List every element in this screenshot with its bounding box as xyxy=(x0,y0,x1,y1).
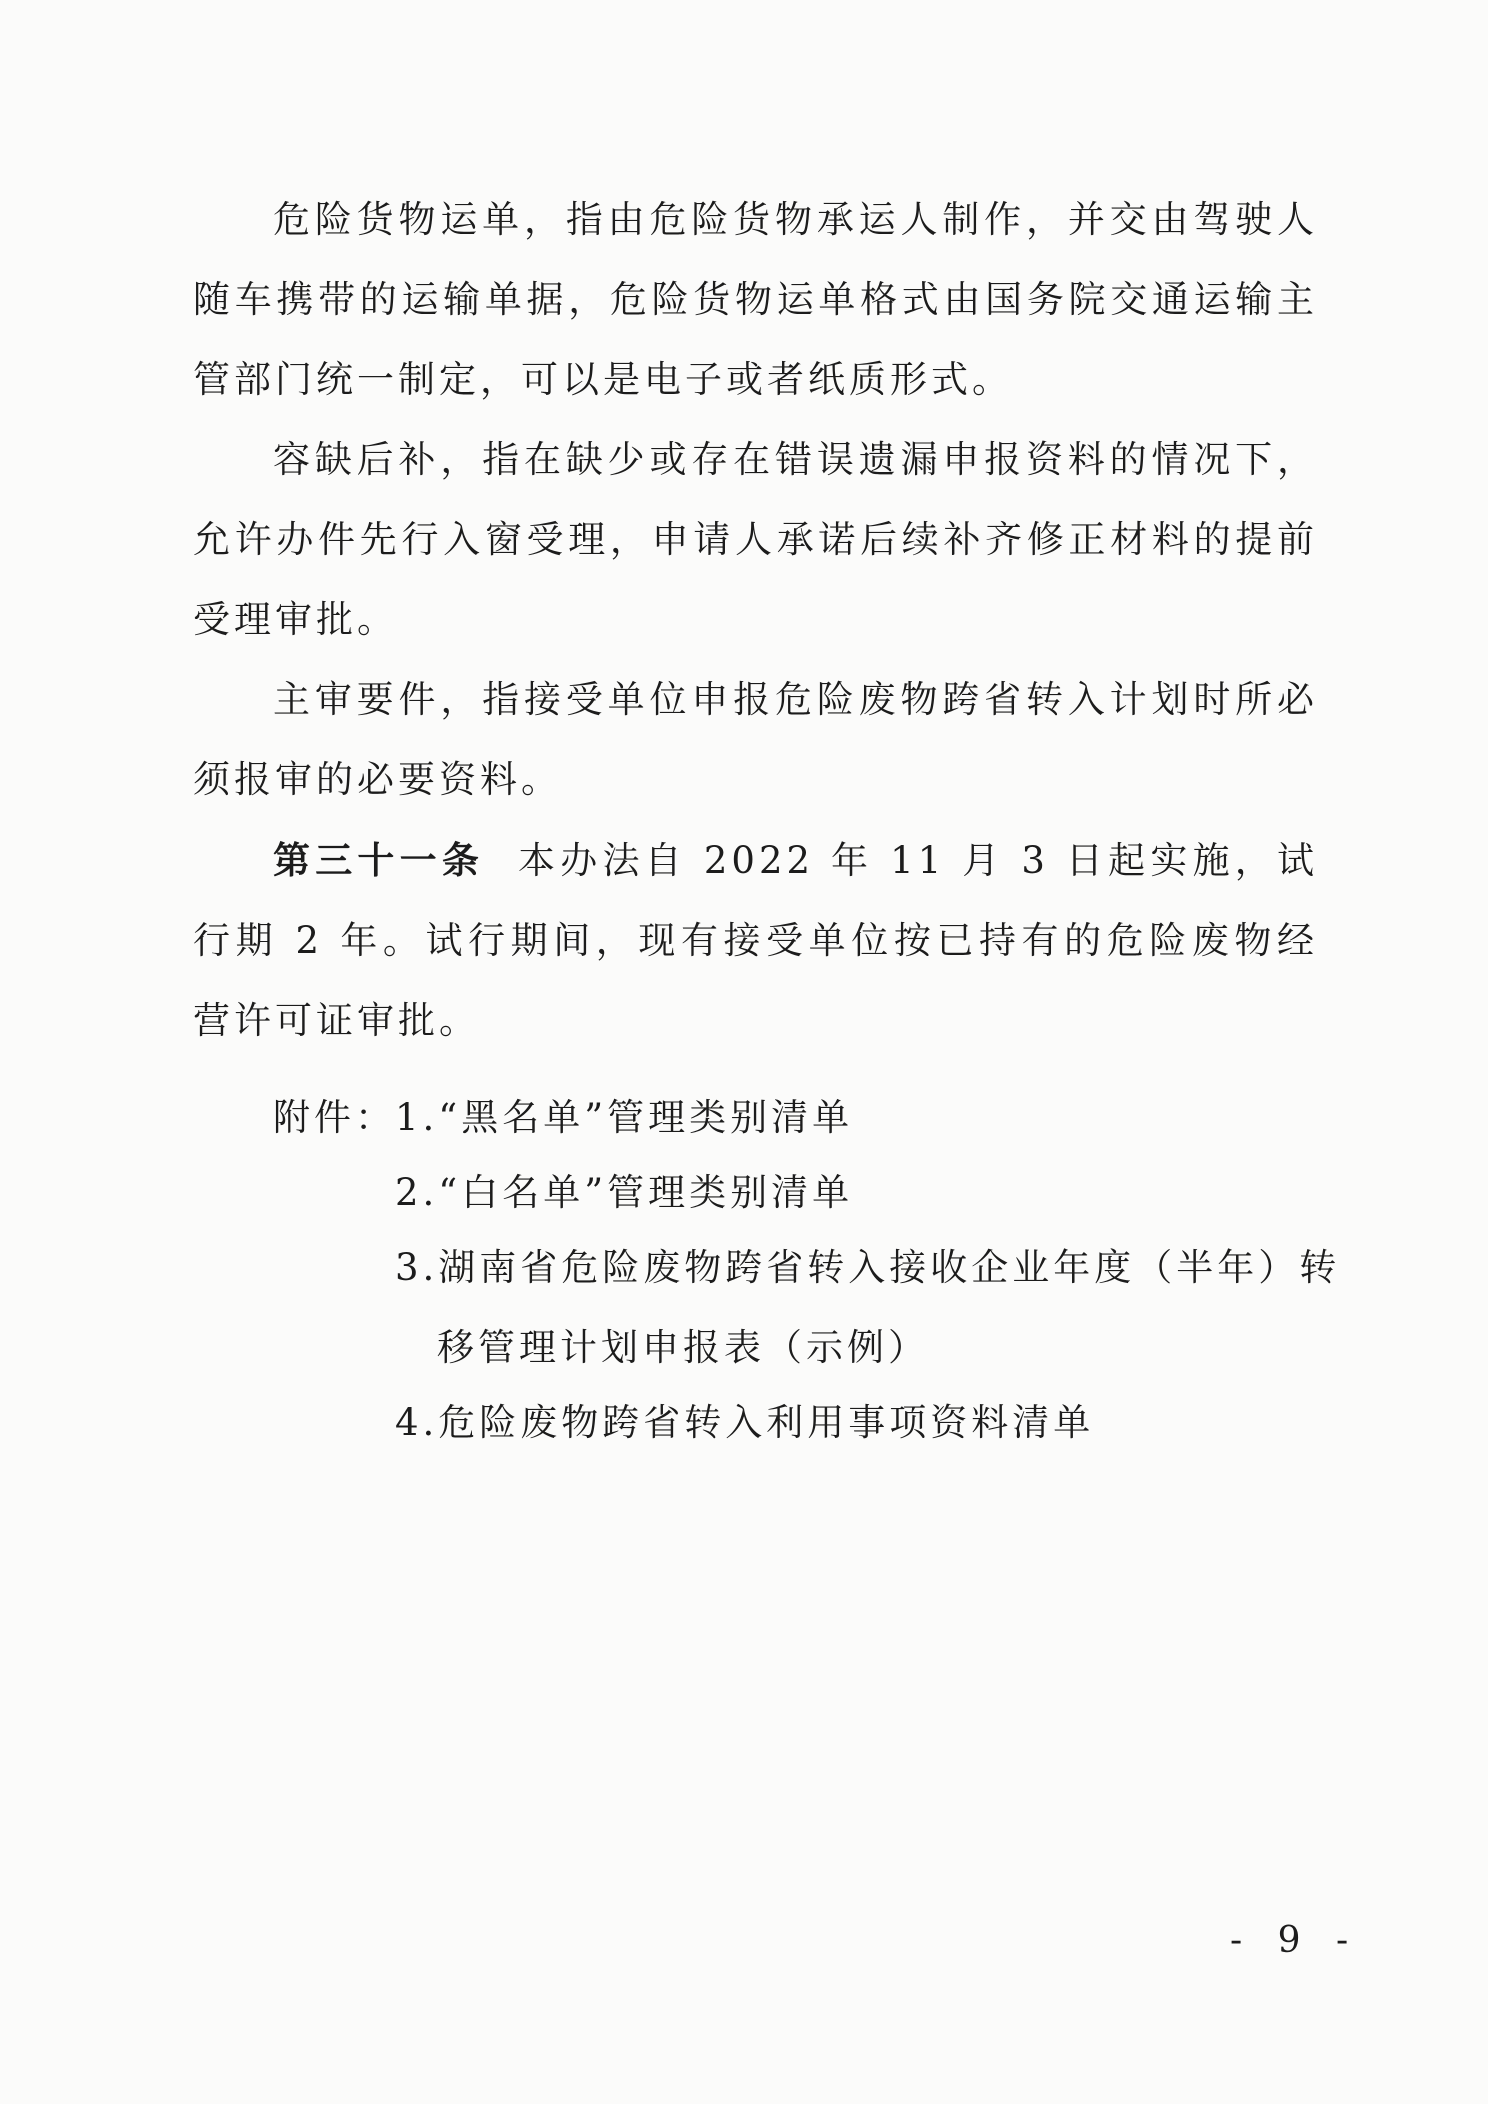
article-text: 本办法自 2022 年 11 月 3 日起实施，试行期 2 年。试行期间，现有接受单位按已持有的危险废物经营许可证审批。 xyxy=(193,839,1319,1042)
paragraph-main-review-requirements: 主审要件，指接受单位申报危险废物跨省转入计划时所必须报审的必要资料。 xyxy=(193,678,1318,801)
attachment-item-1: 1.“黑名单”管理类别清单 xyxy=(395,1096,854,1139)
attachments-label: 附件： xyxy=(273,1096,396,1139)
paragraph-deferred-supplement: 容缺后补，指在缺少或存在错误遗漏申报资料的情况下，允许办件先行入窗受理，申请人承诺后续补齐修正材料的提前受理审批。 xyxy=(193,438,1318,641)
page-number: - 9 - xyxy=(1230,1920,1361,1961)
attachment-item-4: 4.危险废物跨省转入利用事项资料清单 xyxy=(395,1401,1095,1444)
attachment-item-3: 3.湖南省危险废物跨省转入接收企业年度（半年）转移管理计划申报表（示例） xyxy=(395,1246,1341,1369)
paragraph-dangerous-goods-waybill: 危险货物运单，指由危险货物承运人制作，并交由驾驶人随车携带的运输单据，危险货物运单格式由国务院交通运输主管部门统一制定，可以是电子或者纸质形式。 xyxy=(193,198,1318,401)
attachment-item-2: 2.“白名单”管理类别清单 xyxy=(395,1171,854,1214)
article-label: 第三十一条 xyxy=(273,838,485,882)
paragraph-article-31 xyxy=(193,820,1318,1061)
